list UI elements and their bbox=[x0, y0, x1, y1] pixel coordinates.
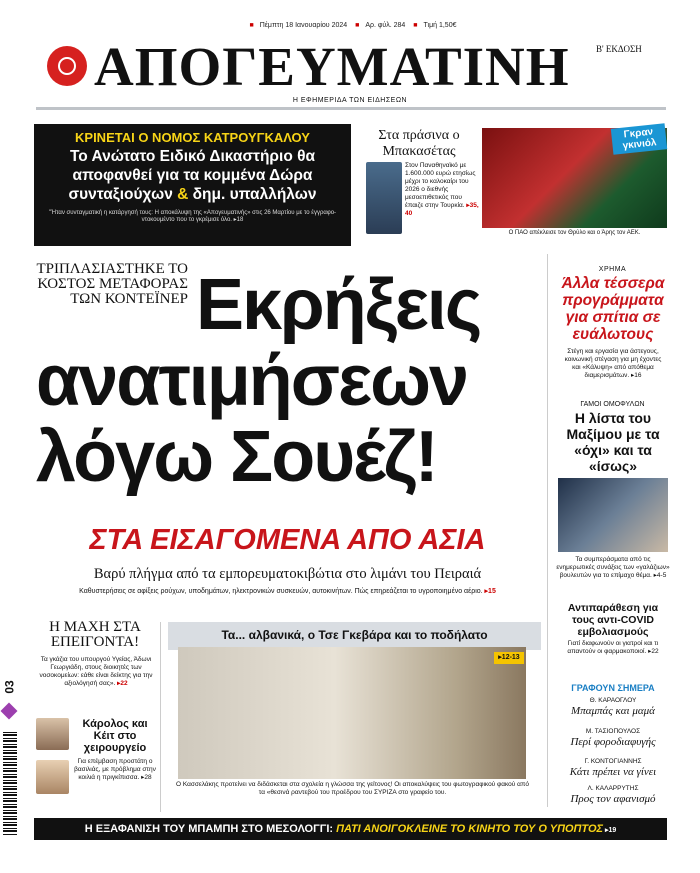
marriage-text: Τα συμπεράσματα από τις ενημερωτικές συνάξεις των «γαλάζιων» βουλευτών για το επίμαχο θέμα. ▸4-5 bbox=[556, 556, 670, 579]
newspaper-logo-icon bbox=[47, 46, 87, 86]
money-headline[interactable]: Άλλα τέσσερα προγράμματα για σπίτια σε ευάλωτους bbox=[561, 275, 665, 343]
office-photo bbox=[178, 647, 526, 779]
main-subhead: ΣΤΑ ΕΙΣΑΓΟΜΕΝΑ ΑΠΟ ΑΣΙΑ bbox=[89, 524, 486, 556]
lead-kicker: ΚΡΙΝΕΤΑΙ Ο ΝΟΜΟΣ ΚΑΤΡΟΥΓΚΑΛΟΥ bbox=[75, 130, 310, 145]
main-headline-line1: Εκρήξεις bbox=[196, 265, 481, 345]
photo-story-headline[interactable]: Τα... αλβανικά, ο Τσε Γκεβάρα και το ποδήλατο bbox=[221, 628, 488, 642]
money-text: Στέγη και εργασία για άστεγους, κοινωνική στέγαση για μη έχοντες και «Κάλυψη» από απόθεμα διαμερισμάτων. ▸16 bbox=[564, 348, 662, 379]
bottom-banner[interactable]: Η ΕΞΑΦΑΝΙΣΗ ΤΟΥ ΜΠΑΜΠΗ ΣΤΟ ΜΕΣΟΛΟΓΓΙ: ΠΑΤΙ ΑΝΟΙΓΟΚΛΕΙΝΕ ΤΟ ΚΙΝΗΤΟ ΤΟΥ Ο ΥΠΟΠΤΟΣ ▸19 bbox=[34, 818, 667, 840]
writer-column-title[interactable]: Περί φοροδιαφυγής bbox=[570, 736, 656, 748]
writer-column-title[interactable]: Προς τον αφανισμό bbox=[570, 793, 656, 805]
photo-story-page-ref: ▸12-13 bbox=[494, 652, 524, 664]
diamond-icon bbox=[1, 703, 18, 720]
sports-text: Στον Παναθηναϊκό με 1.600.000 ευρώ ετησίως μέχρι το καλοκαίρι του 2026 ο διεθνής μεσοεπιθετικός που έπαιζε στην Τουρκία. ▸35, 40 bbox=[405, 162, 479, 217]
sports-page-ref: ▸35, 40 bbox=[405, 202, 479, 217]
main-deck: Βαρύ πλήγμα από τα εμπορευματοκιβώτια στο λιμάνι του Πειραιά bbox=[93, 566, 482, 582]
writers-kicker: ΓΡΑΦΟΥΝ ΣΗΜΕΡΑ bbox=[571, 683, 655, 693]
dateline: ■ Πέμπτη 18 Ιανουαρίου 2024 ■ Αρ. φύλ. 284 ■ Τιμή 1,50€ bbox=[249, 22, 457, 29]
vaccine-headline[interactable]: Αντιπαράθεση για τους αντι-COVID εμβολιασμούς bbox=[567, 602, 659, 638]
sports-caption: Ο ΠΑΟ απέκλεισε τον Θρύλο και ο Άρης τον ΑΕΚ. bbox=[508, 230, 641, 236]
player-photo bbox=[366, 162, 402, 234]
royals-text: Για επέμβαση προστάτη ο βασιλιάς, με πρόβλημα στην κοιλιά η πριγκίπισσα. ▸28 bbox=[74, 758, 156, 781]
photo-story-caption: Ο Κασσελάκης προτείνει να διδάσκεται στα σχολεία η γλώσσα της γείτονος! Οι αποκαλύψεις του φωτογραφικού φακού από τα «θεσινά ραντεβού του προέδρου του ΣΥΡΙΖΑ στο γραφείο του. bbox=[175, 781, 530, 796]
main-summary: Καθυστερήσεις σε αφίξεις ρούχων, υποδημάτων, ηλεκτρονικών συσκευών, αυτοκινήτων. Πώς επηρεάζεται το υγροποιημένο αέριο. ▸15 bbox=[79, 588, 496, 595]
issue-price: Τιμή 1,50€ bbox=[423, 22, 457, 29]
lead-box[interactable] bbox=[34, 124, 351, 246]
column-divider bbox=[547, 254, 548, 807]
edition-label: Β' ΕΚΔΟΣΗ bbox=[596, 44, 642, 54]
main-headline-line2: ανατιμήσεων bbox=[36, 341, 468, 421]
masthead-rule bbox=[36, 107, 666, 110]
sports-headline[interactable]: Στα πράσινα ο Μπακασέτας bbox=[378, 128, 460, 159]
lead-footnote: "Ήταν συνταγματική η κατάργησή τους: Η αποκάλυψη της «Απογευματινής» στις 26 Μαρτίου με το έγγραφο-ντοκουμέντο που το γκρέμισε όλο. ▸18 bbox=[48, 210, 337, 223]
masthead-title: ΑΠΟΓΕΥΜΑΤΙΝΗ bbox=[94, 36, 570, 97]
politicians-photo bbox=[558, 478, 668, 552]
lead-headline: Το Ανώτατο Ειδικό Δικαστήριο θα αποφανθεί για τα κομμένα Δώρα συνταξιούχων & δημ. υπαλλήλων bbox=[68, 148, 317, 203]
barcode bbox=[3, 730, 17, 835]
er-headline[interactable]: Η ΜΑΧΗ ΣΤΑ ΕΠΕΙΓΟΝΤΑ! bbox=[49, 619, 141, 650]
writer-name: Μ. ΤΑΣΙΟΠΟΥΛΟΣ bbox=[585, 728, 641, 735]
king-photo bbox=[36, 718, 69, 750]
vaccine-text: Γιατί διαφωνούν οι γιατροί και τι απαντούν οι φαρμακοποιοί. ▸22 bbox=[567, 640, 659, 655]
issue-number-vertical: 03 bbox=[2, 680, 17, 694]
column-divider bbox=[160, 622, 161, 812]
writer-name: Λ. ΚΑΛΑΡΡΥΤΗΣ bbox=[587, 785, 639, 792]
masthead-tagline: Η ΕΦΗΜΕΡΙΔΑ ΤΩΝ ΕΙΔΗΣΕΩΝ bbox=[292, 97, 408, 104]
er-text: Τα γκάζια του υπουργού Υγείας, Άδωνι Γεωργιάδη, στους διοικητές των νοσοκομείων: εάθε είναι δείκτης για την αξιολόγησή σας». ▸22 bbox=[39, 656, 153, 687]
writer-column-title[interactable]: Μπαμπάς και μαμά bbox=[571, 705, 655, 717]
marriage-kicker: ΓΑΜΟΙ ΟΜΟΦΥΛΩΝ bbox=[580, 401, 645, 408]
main-kicker: ΤΡΙΠΛΑΣΙΑΣΤΗΚΕ ΤΟ ΚΟΣΤΟΣ ΜΕΤΑΦΟΡΑΣ ΤΩΝ ΚΟΝΤΕΪΝΕΡ bbox=[36, 261, 188, 307]
main-page-ref: ▸15 bbox=[484, 588, 496, 595]
main-headline-line3: λόγω Σουέζ! bbox=[36, 417, 437, 497]
er-page-ref: ▸22 bbox=[117, 680, 128, 687]
issue-number: Αρ. φύλ. 284 bbox=[365, 22, 406, 29]
sports-badge: Γκραν γκινιόλ bbox=[611, 123, 667, 155]
writer-name: Θ. ΚΑΡΑΟΓΛΟΥ bbox=[589, 697, 637, 704]
marriage-headline[interactable]: Η λίστα του Μαξίμου με τα «όχι» και τα «ίσως» bbox=[566, 410, 660, 474]
writer-name: Γ. ΚΟΝΤΟΓΙΑΝΝΗΣ bbox=[584, 758, 642, 765]
royals-headline[interactable]: Κάρολος και Κέιτ στο χειρουργείο bbox=[82, 718, 148, 754]
issue-date: Πέμπτη 18 Ιανουαρίου 2024 bbox=[259, 22, 348, 29]
princess-photo bbox=[36, 760, 69, 794]
writer-column-title[interactable]: Κάτι πρέπει να γίνει bbox=[569, 766, 657, 778]
money-kicker: ΧΡΗΜΑ bbox=[598, 266, 627, 273]
